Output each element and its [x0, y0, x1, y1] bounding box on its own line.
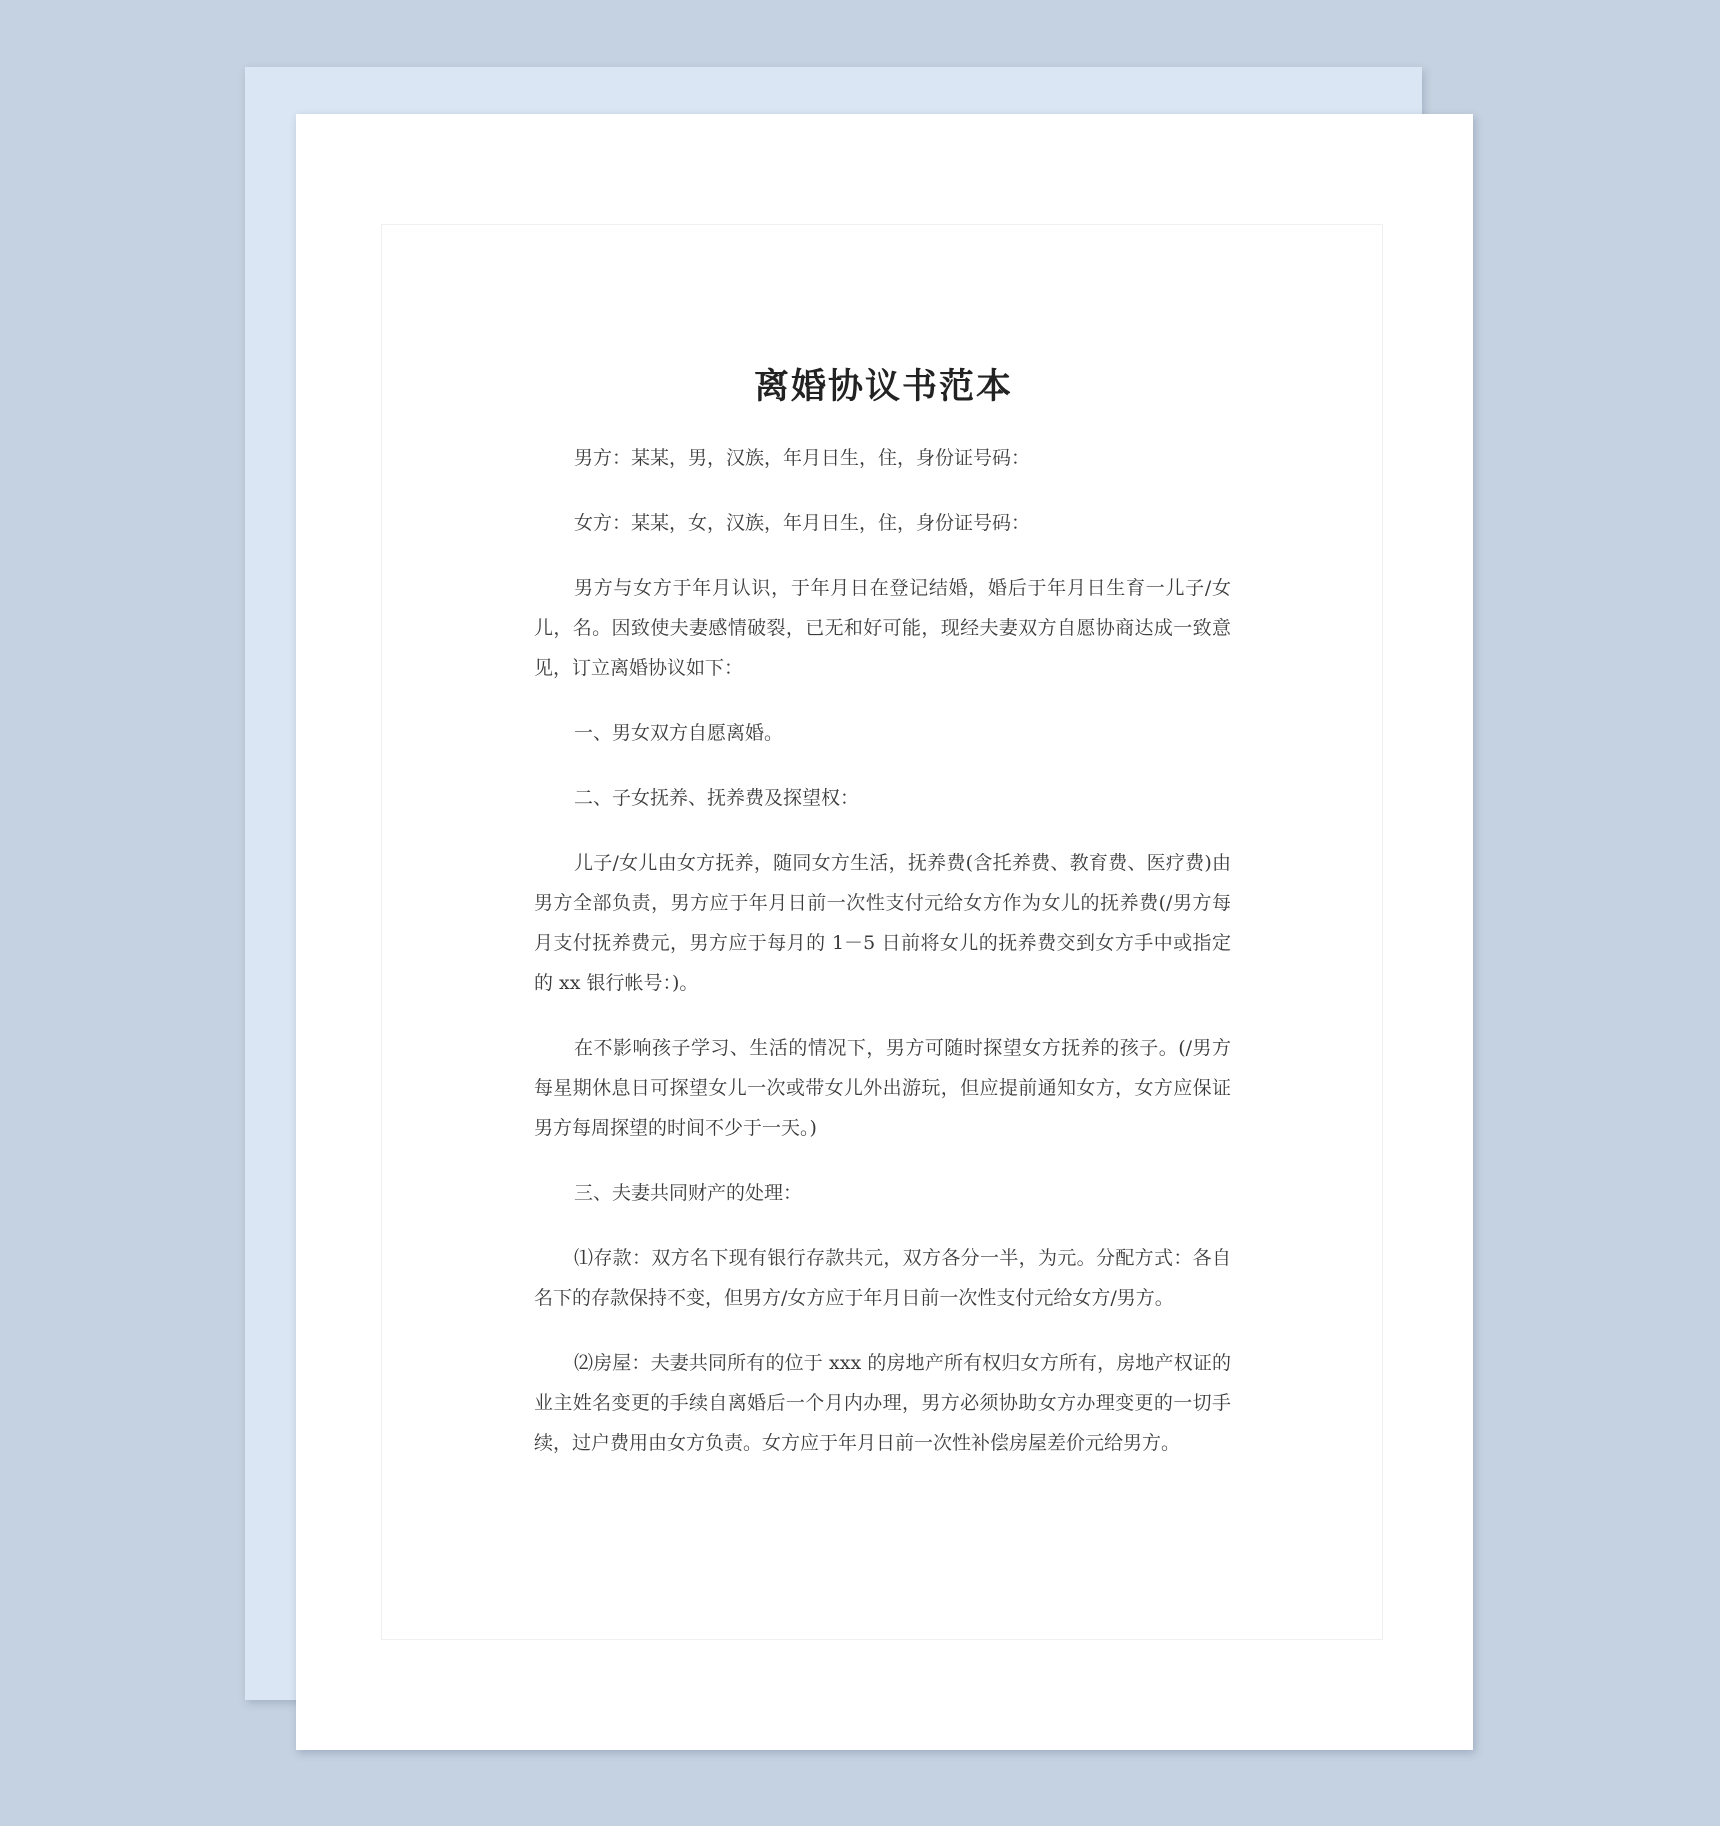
paragraph-clause-2-heading: 二、子女抚养、抚养费及探望权：	[574, 787, 860, 809]
paragraph-background: 男方与女方于年月认识，于年月日在登记结婚，婚后于年月日生育一儿子/女儿，名。因致使夫妻感情破裂，已无和好可能，现经夫妻双方自愿协商达成一致意见，订立离婚协议如下：	[534, 577, 1231, 679]
paragraph-deposits: ⑴存款：双方名下现有银行存款共元，双方各分一半，为元。分配方式：各自名下的存款保持不变，但男方/女方应于年月日前一次性支付元给女方/男方。	[534, 1247, 1231, 1309]
document-content	[534, 364, 1231, 1488]
paragraph-clause-3-heading: 三、夫妻共同财产的处理：	[574, 1182, 803, 1204]
paragraph-male-party: 男方：某某，男，汉族，年月日生，住，身份证号码：	[574, 447, 1031, 469]
document-title: 离婚协议书范本	[753, 366, 1013, 407]
paragraph-clause-1: 一、男女双方自愿离婚。	[574, 722, 784, 744]
front-page-sheet	[296, 114, 1473, 1750]
paragraph-housing: ⑵房屋：夫妻共同所有的位于 xxx 的房地产所有权归女方所有，房地产权证的业主姓名变更的手续自离婚后一个月内办理，男方必须协助女方办理变更的一切手续，过户费用由女方负责。女方应于年月日前一次性补偿房屋差价元给男方。	[534, 1352, 1231, 1454]
paragraph-female-party: 女方：某某，女，汉族，年月日生，住，身份证号码：	[574, 512, 1031, 534]
paragraph-child-support: 儿子/女儿由女方抚养，随同女方生活，抚养费(含托养费、教育费、医疗费)由男方全部负责，男方应于年月日前一次性支付元给女方作为女儿的抚养费(/男方每月支付抚养费元，男方应于每月的 1－5 日前将女儿的抚养费交到女方手中或指定的 xx 银行帐号：)。	[534, 852, 1231, 994]
paragraph-visitation: 在不影响孩子学习、生活的情况下，男方可随时探望女方抚养的孩子。(/男方每星期休息日可探望女儿一次或带女儿外出游玩，但应提前通知女方，女方应保证男方每周探望的时间不少于一天。)	[534, 1037, 1231, 1139]
